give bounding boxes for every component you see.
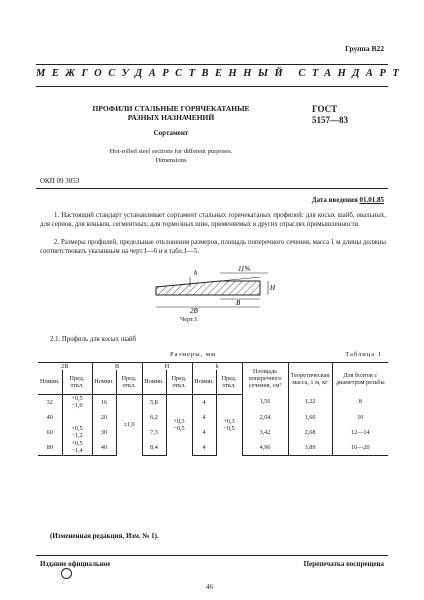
table-row — [38, 410, 388, 425]
cell-2B-dev: +0,5 −1,0 — [62, 394, 92, 410]
circle-stamp-icon — [61, 568, 72, 579]
cell-mass: 3,89 — [288, 440, 332, 456]
figure-caption: Черт.1 — [180, 316, 198, 323]
header-dev: Пред. откл. — [62, 370, 92, 394]
cell-bolt: 10 — [332, 410, 388, 425]
cell-h-dev: +0,3 −0,5 — [216, 394, 242, 455]
reprint-prohibited: Перепечатка воспрещена — [303, 560, 384, 568]
cell-area: 2,04 — [242, 410, 288, 425]
date-value: 01.01.85 — [359, 196, 384, 204]
cell-H: 5,8 — [142, 394, 166, 410]
header-area: Площадь поперечного сечения, см² — [242, 363, 288, 395]
official-edition: Издание официальное — [40, 560, 111, 568]
cell-area: 1,56 — [242, 394, 288, 410]
table-row — [38, 394, 388, 410]
table-row — [38, 425, 388, 440]
header-dev: Пред. откл. — [166, 370, 192, 394]
cell-2B: 32 — [46, 398, 53, 406]
header-nom: Номин. — [192, 370, 216, 394]
cell-2B-dev: +0,5 −1,4 — [62, 440, 92, 456]
header-nom: Номин. — [92, 370, 116, 394]
cell-H: 7,3 — [142, 425, 166, 440]
english-line-2: Dimensions — [155, 156, 187, 164]
cell-B: 40 — [92, 440, 116, 456]
header-nom: Номин. — [142, 370, 166, 394]
header-2B: 2В — [38, 363, 92, 371]
paragraph-1: 1. Настоящий стандарт устанавливает сортамент стальных горячекатаных профилей: для косых шайб, овальных, для сериов, для коньков, сегментных, для тормозных шин, применяемых в других отраслях промышленности. — [40, 212, 386, 228]
heading-rule — [36, 86, 388, 87]
effective-date — [312, 196, 384, 204]
H-label: H — [270, 284, 276, 292]
paragraph-2: 2. Размеры профилей, предельные отклонения размеров, площадь поперечного сечения, масса 1 м длины должны соответствовать указанным на черт.1—6 и в табл.1—5. — [40, 239, 386, 255]
cell-bolt: 16—20 — [332, 440, 388, 456]
date-label: Дата введения — [311, 196, 358, 204]
profile-section — [156, 281, 260, 295]
top-rule — [36, 64, 388, 65]
cell-2B-dev: +0,5 −1,2 — [62, 425, 92, 440]
okp-rule — [36, 188, 388, 189]
cell-mass: 1,60 — [288, 410, 332, 425]
cell-B: 16 — [92, 394, 116, 410]
table-number: Таблица 1 — [345, 351, 382, 358]
cell-H: 8,4 — [142, 440, 166, 456]
header-nom: Номин. — [38, 370, 62, 394]
slope-line — [220, 277, 260, 281]
cell-2B: 60 — [46, 428, 53, 436]
header-dev: Пред. откл. — [216, 370, 242, 394]
cell-h: 4 — [192, 394, 216, 410]
h-label: h — [194, 269, 198, 277]
english-line-1: Hot-rolled steel sections for different purposes. — [109, 148, 233, 155]
group-code: Группа В22 — [345, 44, 384, 53]
cell-area: 4,96 — [242, 440, 288, 456]
cell-h: 4 — [192, 410, 216, 425]
header-h: h — [192, 363, 242, 371]
header-dev: Пред. откл. — [116, 370, 142, 394]
gost-code: 5157—83 — [312, 115, 348, 125]
gost-label: ГОСТ — [312, 104, 338, 114]
cell-B: 30 — [92, 425, 116, 440]
cell-bolt: 8 — [332, 394, 388, 410]
cell-h: 4 — [192, 425, 216, 440]
footer-rule — [36, 555, 388, 556]
english-title — [76, 148, 266, 165]
cell-H: 6,2 — [142, 410, 166, 425]
cell-H-dev: +0,3 −0,5 — [166, 394, 192, 455]
cell-mass: 1,22 — [288, 394, 332, 410]
document-title — [76, 104, 266, 122]
dimensions-caption: Размеры, мм — [170, 351, 217, 358]
cell-bolt: 12—14 — [332, 425, 388, 440]
title-line-2: РАЗНЫХ НАЗНАЧЕНИЙ — [127, 113, 215, 122]
table-row — [38, 440, 388, 456]
header-B: В — [92, 363, 142, 371]
cell-2B-dev — [62, 410, 92, 425]
cell-h: 4 — [192, 440, 216, 456]
header-bolts: Для болтов с диаметром резьбы — [332, 363, 388, 395]
cell-B-dev: ±1,0 — [116, 394, 142, 455]
gost-number — [312, 104, 348, 126]
cell-2B: 40 — [46, 413, 53, 421]
section-heading: 2.1. Профиль для косых шайб — [50, 336, 137, 343]
cell-2B: 80 — [38, 440, 62, 456]
title-line-1: ПРОФИЛИ СТАЛЬНЫЕ ГОРЯЧЕКАТАНЫЕ — [92, 104, 250, 113]
B-label: B — [236, 299, 241, 307]
standard-heading: МЕЖГОСУДАРСТВЕННЫЙ СТАНДАРТ — [36, 68, 406, 79]
amendment-note: (Измененная редакция, Изм. № 1). — [50, 532, 159, 540]
profile-table — [38, 362, 388, 456]
okp-code: ОКП 09 3053 — [40, 177, 80, 185]
page-number: 46 — [206, 583, 213, 591]
cell-area: 3,42 — [242, 425, 288, 440]
document-subtitle: Сортамент — [153, 129, 189, 137]
profile-drawing — [150, 253, 280, 313]
cell-mass: 2,68 — [288, 425, 332, 440]
cell-B: 20 — [92, 410, 116, 425]
slope-label: 11% — [238, 265, 251, 273]
2B-label: 2B — [190, 307, 198, 313]
header-mass: Теоретическая масса, 1 м, кг — [288, 363, 332, 395]
header-H: Н — [142, 363, 192, 371]
